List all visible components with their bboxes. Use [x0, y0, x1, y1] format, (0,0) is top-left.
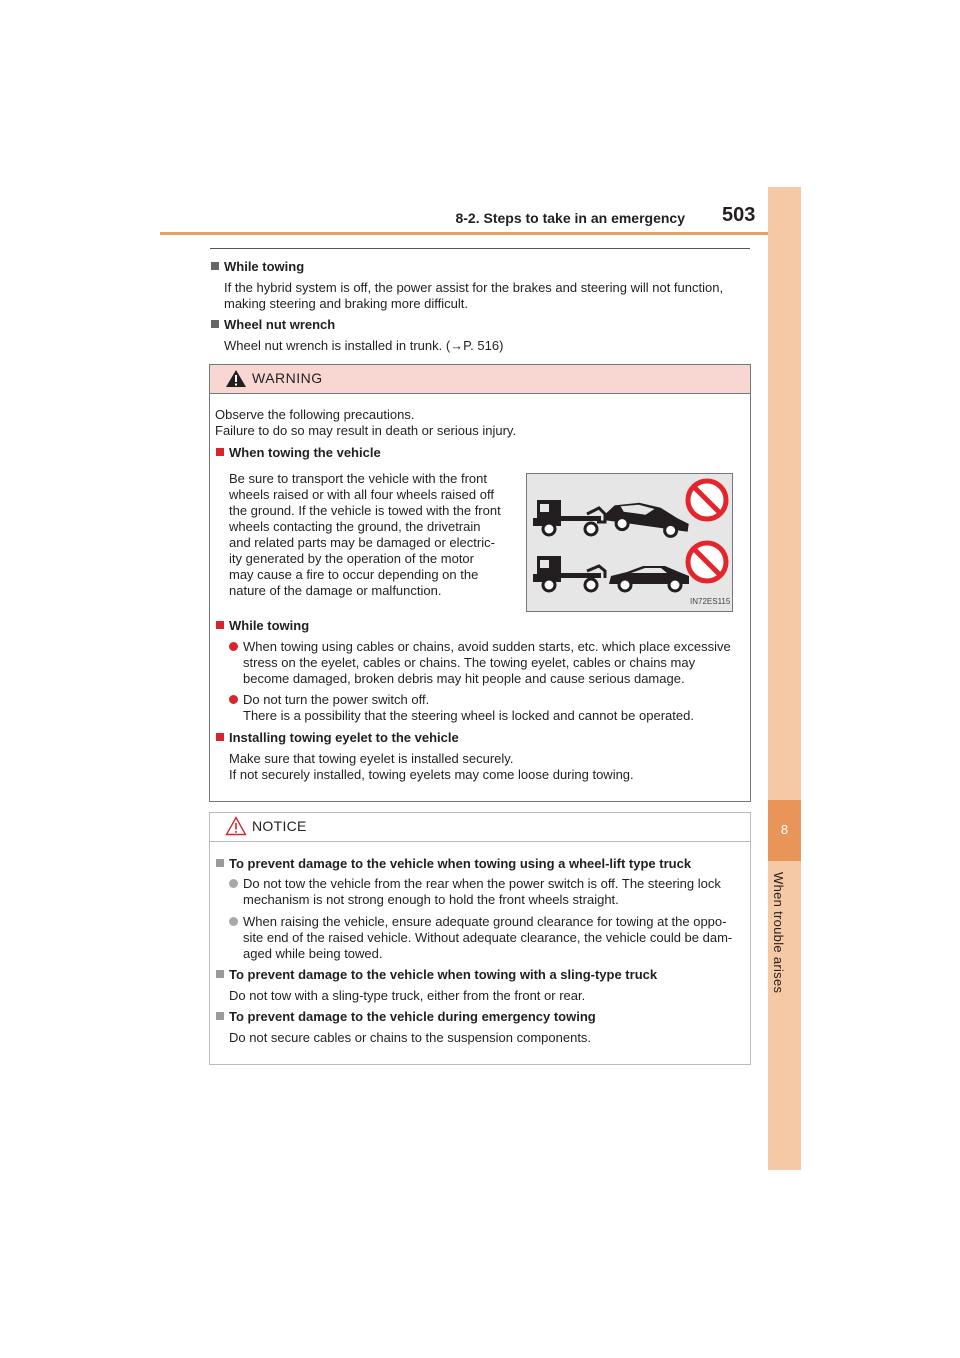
- notice-text-emergency: Do not secure cables or chains to the suspension components.: [229, 1030, 592, 1045]
- warning-bullet-power-switch: Do not turn the power switch off. There is a possibility that the steering wheel is locked and cannot be operated.: [243, 692, 694, 723]
- warning-text-towing-vehicle: Be sure to transport the vehicle with the front wheels raised or with all four wheels raised off the ground. If the vehicle is towed with the front wheels contacting the ground, the drivetrain and related parts may be damaged or electric- ity generated by the operation of the motor may cause a fire to occur depending on the nature of the damage or malfunction.: [229, 471, 501, 598]
- prohibited-sign-bottom-icon: [688, 543, 726, 581]
- towing-illustration: [526, 473, 733, 612]
- notice-bullet-rear-tow: Do not tow the vehicle from the rear when the power switch is off. The steering lock mechanism is not strong enough to hold the front wheels straight.: [243, 876, 721, 907]
- notice-label: NOTICE: [252, 818, 307, 834]
- illustration-code: IN72ES115: [690, 597, 731, 606]
- round-bullet-icon: [229, 695, 238, 704]
- notice-bullet-dot: [229, 876, 243, 892]
- page-number: 503: [722, 204, 756, 226]
- chapter-number: 8: [780, 822, 789, 837]
- square-bullet-icon: [216, 448, 224, 456]
- notice-triangle-icon: [225, 816, 247, 836]
- square-bullet-icon: [211, 262, 219, 270]
- square-bullet-icon: [216, 1012, 224, 1020]
- warning-bullet-dot: [229, 639, 243, 655]
- warning-triangle-icon: [225, 369, 247, 388]
- warning-bullet-dot: [229, 692, 243, 708]
- warning-intro: Observe the following precautions. Failure to do so may result in death or serious injury.: [215, 407, 517, 438]
- round-bullet-icon: [229, 879, 238, 888]
- warning-heading-while-towing: While towing: [216, 618, 309, 634]
- chapter-title: When trouble arises: [771, 872, 786, 994]
- square-bullet-icon: [216, 733, 224, 741]
- round-bullet-icon: [229, 917, 238, 926]
- square-bullet-icon: [216, 859, 224, 867]
- notice-heading-wheel-lift: To prevent damage to the vehicle when towing using a wheel-lift type truck: [216, 856, 691, 872]
- warning-text-eyelet: Make sure that towing eyelet is installed securely. If not securely installed, towing eyelets may come loose during towing.: [229, 751, 634, 782]
- notice-bullet-clearance: When raising the vehicle, ensure adequate ground clearance for towing at the oppo- site end of the raised vehicle. Without adequate clearance, the vehicle could be dam- aged while being towed.: [243, 914, 733, 961]
- prohibited-towing-diagram: [527, 474, 732, 611]
- info-text-while-towing: If the hybrid system is off, the power assist for the brakes and steering will not function, making steering and braking more difficult.: [224, 280, 724, 311]
- towed-car-bottom-icon: [609, 566, 689, 591]
- info-heading-while-towing: While towing: [211, 259, 304, 275]
- notice-heading-emergency: To prevent damage to the vehicle during emergency towing: [216, 1009, 596, 1025]
- info-text-wheel-nut-wrench: Wheel nut wrench is installed in trunk. (→P. 516): [224, 338, 504, 353]
- notice-header-rule: [210, 841, 750, 842]
- tow-truck-top-icon: [533, 500, 605, 535]
- round-bullet-icon: [229, 642, 238, 651]
- towed-car-top-icon: [603, 498, 690, 538]
- chapter-side-tab: [768, 187, 801, 1170]
- warning-label: WARNING: [252, 370, 323, 386]
- square-bullet-icon: [216, 970, 224, 978]
- prohibited-sign-top-icon: [688, 481, 726, 519]
- warning-heading-eyelet: Installing towing eyelet to the vehicle: [216, 730, 459, 746]
- warning-heading-towing-vehicle: When towing the vehicle: [216, 445, 381, 461]
- notice-text-sling: Do not tow with a sling-type truck, either from the front or rear.: [229, 988, 586, 1003]
- notice-heading-sling: To prevent damage to the vehicle when towing with a sling-type truck: [216, 967, 657, 983]
- content-top-rule: [210, 248, 750, 249]
- square-bullet-icon: [211, 320, 219, 328]
- info-heading-wheel-nut-wrench: Wheel nut wrench: [211, 317, 335, 333]
- warning-bullet-cables: When towing using cables or chains, avoid sudden starts, etc. which place excessive stress on the eyelet, cables or chains. The towing eyelet, cables or chains may become damaged, broken debris may hit people and cause serious damage.: [243, 639, 731, 686]
- tow-truck-bottom-icon: [533, 556, 605, 591]
- notice-bullet-dot: [229, 914, 243, 930]
- header-rule: [160, 232, 800, 235]
- square-bullet-icon: [216, 621, 224, 629]
- section-title: 8-2. Steps to take in an emergency: [455, 210, 685, 226]
